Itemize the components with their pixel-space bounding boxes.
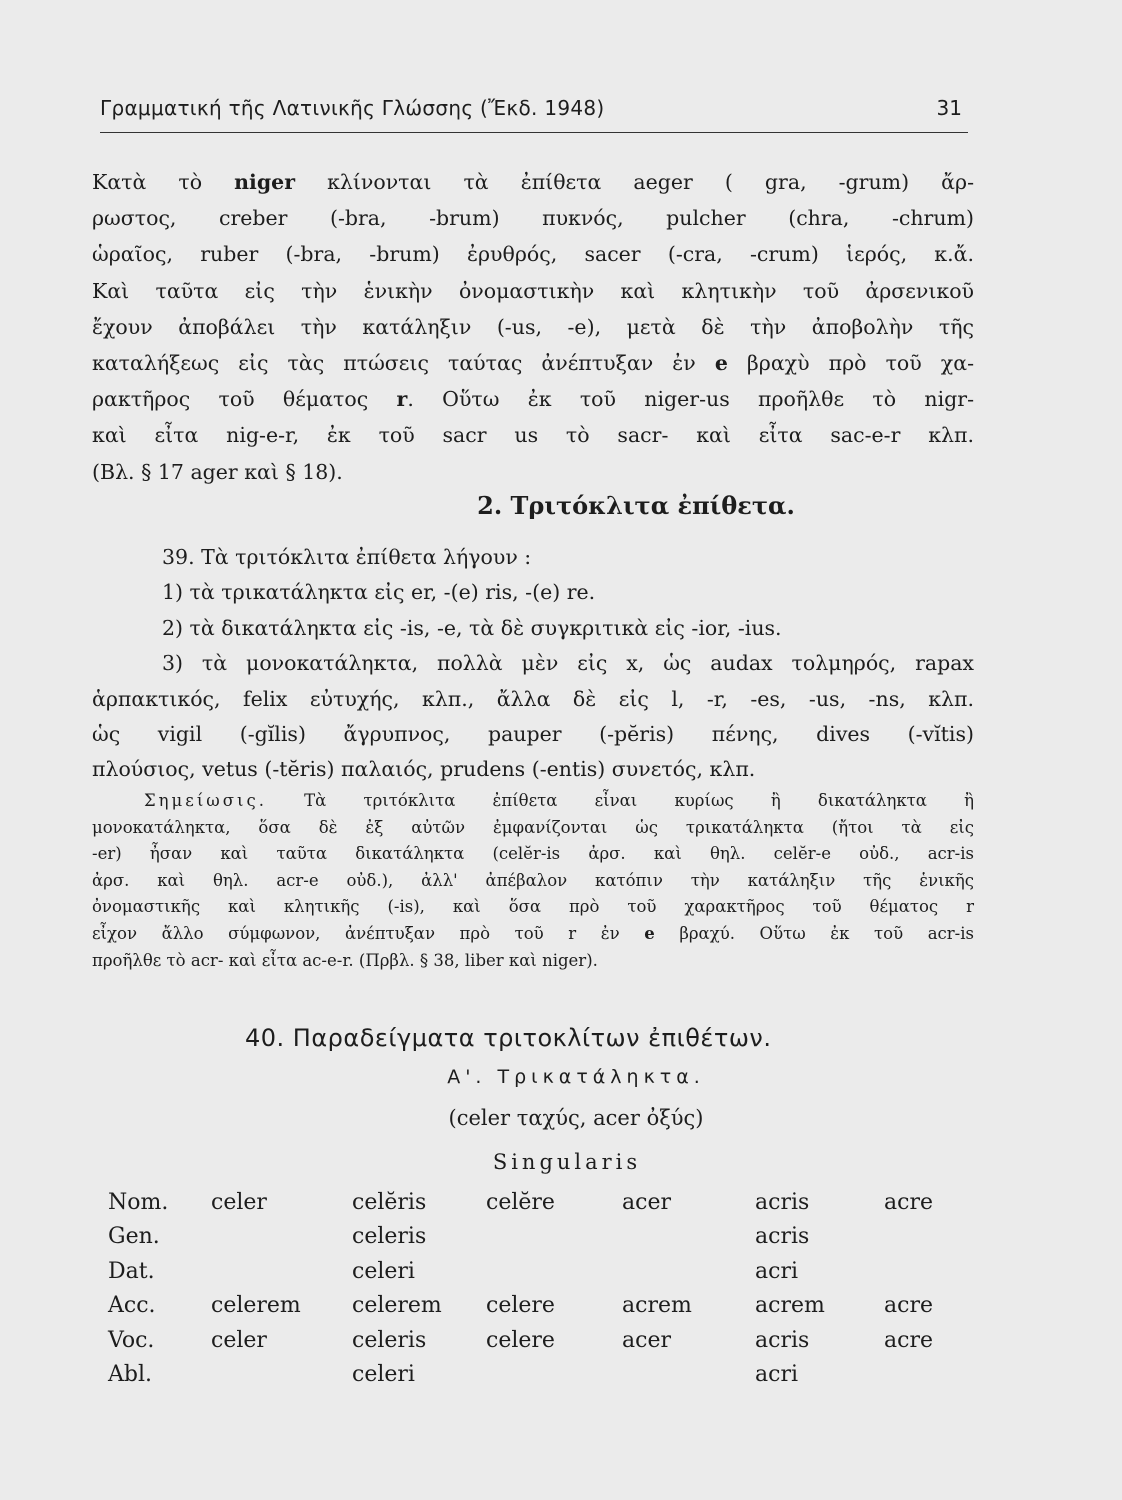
bold-word: niger <box>234 170 296 194</box>
list-item: 3) τὰ μονοκατάληκτα, πολλὰ μὲν εἰς x, ὡς audax τολμηρός, rapax <box>162 651 974 676</box>
text-line: Καὶ ταῦτα εἰς τὴν ἑνικὴν ὀνομαστικὴν καὶ κλητικὴν τοῦ ἀρσενικοῦ <box>92 278 974 303</box>
text-line: προῆλθε τὸ acr- καὶ εἶτα ac-e-r. (Πρβλ. § 38, liber καὶ niger). <box>92 950 598 970</box>
table-cell: acer <box>622 1190 671 1215</box>
table-cell: acre <box>884 1293 933 1319</box>
list-item: 1) τὰ τρικατάληκτα εἰς er, -(e) ris, -(e) re. <box>162 580 596 605</box>
text-line: Σημείωσις. Τὰ τριτόκλιτα ἐπίθετα εἶναι κυρίως ἢ δικατάληκτα ἢ <box>144 791 974 810</box>
table-cell: acre <box>884 1327 933 1353</box>
text-line: -er) ἦσαν καὶ ταῦτα δικατάληκτα (celĕr-is ἀρσ. καὶ θηλ. celĕr-e οὐδ., acr-is <box>92 844 974 864</box>
case-label: Gen. <box>108 1224 160 1250</box>
section-heading: 2. Τριτόκλιτα ἐπίθετα. <box>477 491 795 520</box>
running-header <box>100 92 968 133</box>
table-cell: celĕris <box>352 1190 427 1215</box>
section-40-heading: 40. Παραδείγματα τριτοκλίτων ἐπιθέτων. <box>245 1024 772 1052</box>
table-cell: acrem <box>755 1293 825 1319</box>
page-number: 31 <box>936 96 962 120</box>
text-line: Κατὰ τὸ niger κλίνονται τὰ ἐπίθετα aeger ( gra, -grum) ἄρ- <box>92 170 974 194</box>
case-label: Acc. <box>108 1293 156 1319</box>
table-cell: celere <box>486 1293 555 1319</box>
case-label: Voc. <box>108 1327 155 1353</box>
text-line: (Βλ. § 17 ager καὶ § 18). <box>92 459 343 484</box>
text-line: ὡραῖος, ruber (-bra, -brum) ἐρυθρός, sacer (-cra, -crum) ἱερός, κ.ἄ. <box>92 242 974 267</box>
paragraph-niger <box>92 164 974 490</box>
case-label: Nom. <box>108 1190 169 1215</box>
text-line: ἔχουν ἀποβάλει τὴν κατάληξιν (-us, -e), μετὰ δὲ τὴν ἀποβολὴν τῆς <box>92 314 974 339</box>
paragraph-intro: 39. Τὰ τριτόκλιτα ἐπίθετα λήγουν : <box>162 545 532 569</box>
note-label: Σημείωσις. <box>144 791 267 810</box>
table-cell: acris <box>755 1190 810 1215</box>
table-cell: acri <box>755 1361 798 1387</box>
table-cell: celerem <box>352 1293 442 1319</box>
text-line: καὶ εἶτα nig-e-r, ἐκ τοῦ sacr us τὸ sacr- καὶ εἶτα sac-e-r κλπ. <box>92 423 974 448</box>
text-line: ἀρσ. καὶ θηλ. acr-e οὐδ.), ἀλλ' ἀπέβαλον κατόπιν τὴν κατάληξιν τῆς ἑνικῆς <box>92 870 974 890</box>
bold-letter: e <box>644 923 655 943</box>
text-line: πλούσιος, vetus (-tĕris) παλαιός, prudens (-entis) συνετός, κλπ. <box>92 757 756 782</box>
number-label: Singularis <box>492 1150 642 1174</box>
bold-letter: r <box>396 387 408 412</box>
table-cell: acris <box>755 1327 810 1353</box>
table-cell: celeris <box>352 1224 427 1250</box>
table-cell: celeris <box>352 1327 427 1353</box>
table-cell: celerem <box>211 1293 301 1319</box>
table-cell: celĕre <box>486 1190 555 1215</box>
note-block <box>92 788 974 974</box>
case-label: Abl. <box>108 1361 152 1387</box>
list-item: 2) τὰ δικατάληκτα εἰς -is, -e, τὰ δὲ συγκριτικὰ εἰς -ior, -ius. <box>162 615 782 640</box>
table-cell: celeri <box>352 1361 415 1387</box>
text-line: ὀνομαστικῆς καὶ κλητικῆς (-is), καὶ ὅσα πρὸ τοῦ χαρακτῆρος τοῦ θέματος r <box>92 897 974 917</box>
header-title: Γραμματική τῆς Λατινικῆς Γλώσσης (Ἔκδ. 1948) <box>100 96 605 120</box>
text-line: ρακτῆρος τοῦ θέματος r. Οὕτω ἐκ τοῦ niger-us προῆλθε τὸ nigr- <box>92 387 974 412</box>
case-label: Dat. <box>108 1258 155 1284</box>
table-cell: celere <box>486 1327 555 1353</box>
paragraph-39 <box>92 540 974 788</box>
table-cell: acrem <box>622 1293 692 1319</box>
text-line: ἁρπακτικός, felix εὐτυχής, κλπ., ἄλλα δὲ εἰς l, -r, -es, -us, -ns, κλπ. <box>92 686 974 711</box>
text-line: ρωστος, creber (-bra, -brum) πυκνός, pulcher (chra, -chrum) <box>92 206 974 231</box>
table-cell: acri <box>755 1258 798 1284</box>
table-cell: acris <box>755 1224 810 1250</box>
text-line: μονοκατάληκτα, ὅσα δὲ ἐξ αὐτῶν ἐμφανίζονται ὡς τρικατάληκτα (ἤτοι τὰ εἰς <box>92 817 974 837</box>
subheading-trikatalekta: Α'. Τρικατάληκτα. <box>447 1066 705 1088</box>
table-cell: acer <box>622 1327 671 1353</box>
text-line: καταλήξεως εἰς τὰς πτώσεις ταύτας ἀνέπτυξαν ἐν e βραχὺ πρὸ τοῦ χα- <box>92 351 974 376</box>
table-cell: celer <box>211 1327 267 1353</box>
table-cell: acre <box>884 1190 933 1215</box>
table-cell: celeri <box>352 1258 415 1284</box>
bold-letter: e <box>714 351 728 376</box>
example-words: (celer ταχύς, acer ὀξύς) <box>448 1106 704 1130</box>
text-line: εἶχον ἄλλο σύμφωνον, ἀνέπτυξαν πρὸ τοῦ r ἐν e βραχύ. Οὕτω ἐκ τοῦ acr-is <box>92 923 974 943</box>
text-line: ὡς vigil (-gĭlis) ἄγρυπνος, pauper (-pĕris) πένης, dives (-vĭtis) <box>92 722 974 747</box>
table-cell: celer <box>211 1190 267 1215</box>
